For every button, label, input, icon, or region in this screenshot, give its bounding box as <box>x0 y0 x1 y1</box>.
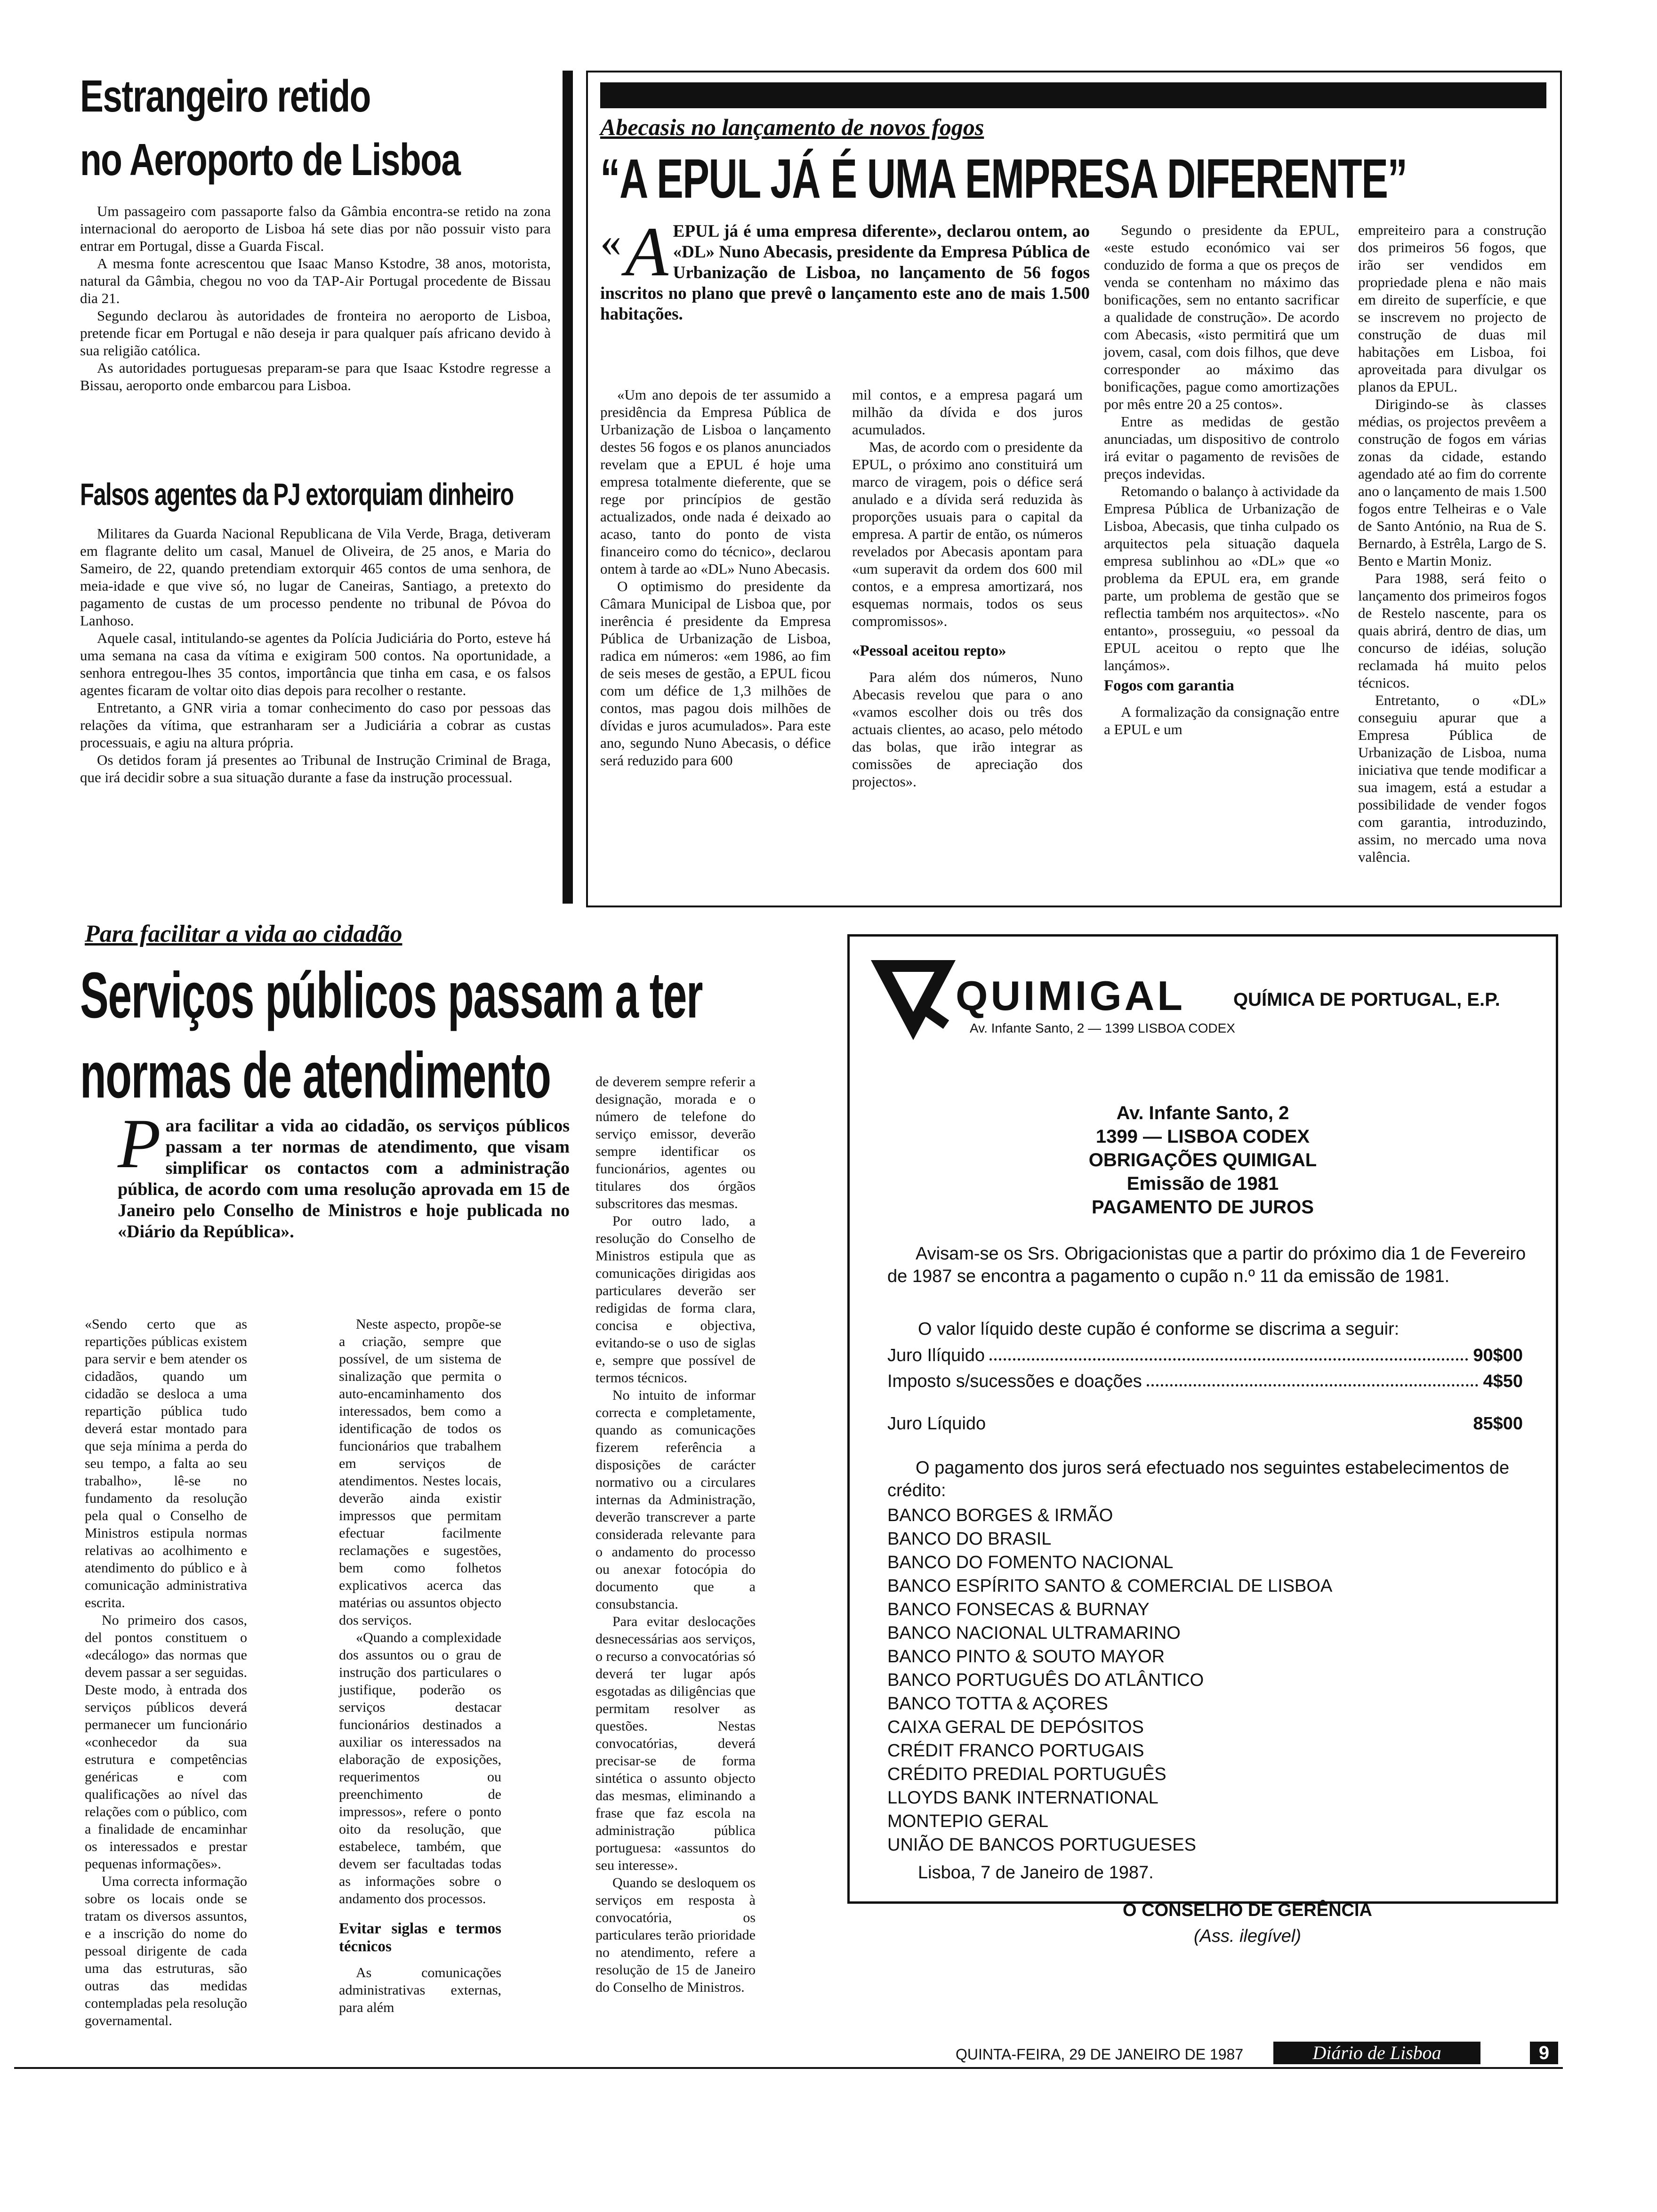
article3-subheading: «Pessoal aceitou repto» <box>852 642 1006 659</box>
article4-paragraph: Quando se desloquem os serviços em resposta à convocatória, os particulares terão prioridade no atendimento, refere a resolução de 15 de Janeiro do Conselho de Ministros. <box>595 1875 756 1995</box>
bank-item: MONTEPIO GERAL <box>887 1811 1049 1831</box>
footer-rule <box>14 2067 1563 2069</box>
article1-paragraph: As autoridades portuguesas preparam-se para que Isaac Kstodre regresse a Bissau, aeroporto onde embarcou para Lisboa. <box>80 360 551 393</box>
article3-subheading: Fogos com garantia <box>1104 677 1234 694</box>
footer-page-number: 9 <box>1538 2043 1550 2063</box>
bank-item: BANCO DO BRASIL <box>887 1529 1052 1549</box>
epul-top-bar <box>600 82 1546 108</box>
article4-paragraph: «Sendo certo que as repartições públicas existem para servir e bem atender os cidadãos, quando um cidadão se desloca a uma repartição pública tudo deverá estar montado para que seja mínima a perda do seu tempo, a falta ao seu trabalho», lê-se no fundamento da resolução pela qual o Conselho de Ministros estipula normas relativas ao acolhimento e atendimento do público e à comunicação administrativa escrita. <box>85 1316 247 1611</box>
ad-date-line: Lisboa, 7 de Janeiro de 1987. <box>918 1863 1154 1883</box>
article3-title: “A EPUL JÁ É UMA EMPRESA DIFERENTE” <box>600 148 1407 210</box>
ad-net-label: Juro Líquido <box>887 1414 986 1434</box>
article2-paragraph: Militares da Guarda Nacional Republicana de Vila Verde, Braga, detiveram em flagrante delito um casal, Manuel de Oliveira, de 25 anos, e Maria do Sameiro, de 22, quando pretendiam extorquir 465 contos de uma senhora, de meia-idade e que vive só, no lugar de Caneiras, Santiago, a pretexto do pagamento de custas de um processo pendente no tribunal de Póvoa do Lanhoso. <box>80 525 551 629</box>
article3-lead-text: EPUL já é uma empresa diferente», declarou ontem, ao «DL» Nuno Abecasis, presidente da Empresa Pública de Urbanização de Lisboa, no lançamento de 56 fogos inscritos no plano que prevê o lançamento este ano de mais 1.500 habitações. <box>600 222 1090 324</box>
ad-header-line: Av. Infante Santo, 2 <box>1116 1103 1289 1123</box>
bank-item: BANCO DO FOMENTO NACIONAL <box>887 1553 1174 1572</box>
bank-item: BANCO BORGES & IRMÃO <box>887 1506 1113 1525</box>
article3-paragraph: A formalização da consignação entre a EPUL e um <box>1104 704 1339 737</box>
article3-kicker: Abecasis no lançamento de novos fogos <box>600 114 984 140</box>
article3-lead <box>600 213 1090 325</box>
ad-row-leader <box>989 1344 1468 1361</box>
article4-paragraph: Por outro lado, a resolução do Conselho de Ministros estipula que as comunicações dirigidas aos particulares deverão ser redigidas de forma clara, concisa e objectiva, evitando-se o uso de siglas e, sempre que possível de termos técnicos. <box>595 1213 756 1386</box>
lead-drop-cap: A <box>625 213 668 291</box>
article1-body <box>80 202 551 394</box>
article4-lead <box>118 1105 570 1242</box>
bank-item: BANCO ESPÍRITO SANTO & COMERCIAL DE LISBOA <box>887 1576 1333 1596</box>
article4-col3 <box>595 1073 756 1996</box>
ad-signature: O CONSELHO DE GERÊNCIA <box>1123 1900 1372 1920</box>
article4-paragraph: Para evitar deslocações desnecessárias aos serviços, o recurso a convocatórias só deverá ter lugar após esgotadas as diligências que permitam resolver as questões. Nestas convocatórias, deverá precisar-se de forma sintética o assunto objecto das mesmas, eliminando a frase que faz escola na administração pública portuguesa: «assuntos do seu interesse». <box>595 1614 756 1873</box>
article4-paragraph: de deverem sempre referir a designação, morada e o número de telefone do serviço emissor, deverão sempre identificar os funcionários, agentes ou titulares dos órgãos subscritores das mesmas. <box>595 1074 756 1211</box>
article4-paragraph: No intuito de informar correcta e completamente, quando as comunicações fizerem referência a disposições de carácter normativo ou a circulares internas da Administração, deverão transcrever a parte considerada relevante para o andamento do processo ou anexar fotocópia do documento que a consubstancia. <box>595 1387 756 1612</box>
article3-paragraph: Retomando o balanço à actividade da Empresa Pública de Urbanização de Lisboa, Abecasis, que tinha culpado os arquitectos pela situação daquela empresa sublinhou ao «DL» que «o problema da EPUL era, em grande parte, um problema de gestão que se reflectia também nos arquitectos». «No entanto», prosseguiu, «o pessoal da EPUL aceitou o repto que lhe lançámos». <box>1104 483 1339 673</box>
ad-header-line: 1399 — LISBOA CODEX <box>1095 1126 1310 1147</box>
article3-paragraph: Entretanto, o «DL» conseguiu apurar que a Empresa Pública de Urbanização de Lisboa, numa iniciativa que tende modificar a sua imagem, está a estudar a possibilidade de vender fogos com garantia, introduzindo, assim, no mercado uma nova valência. <box>1358 692 1546 865</box>
article3-paragraph: «Um ano depois de ter assumido a presidência da Empresa Pública de Urbanização de Lisboa o lançamento destes 56 fogos e os planos anunciados revelam que a EPUL é hoje uma empresa totalmente dieferente, que se rege por princípios de gestão actualizados, onde nada é deixado ao acaso, tanto do ponto de vista financeiro como do técnico», declarou ontem à tarde ao «DL» Nuno Abecasis. <box>600 386 831 577</box>
article4-col2 <box>339 1315 501 2016</box>
article2-body <box>80 525 551 786</box>
ad-row <box>887 1344 1523 1367</box>
article3-paragraph: Para além dos números, Nuno Abecasis revelou que para o ano «vamos escolher dois ou três dos actuais clientes, ao acaso, pelo método das bolas, que irão integrar as comissões de apreciação dos projectos». <box>852 669 1083 790</box>
article1-paragraph: A mesma fonte acrescentou que Isaac Manso Kstodre, 38 anos, motorista, natural da Gâmbia, chegou no voo da TAP-Air Portugal procedente de Bissau dia 21. <box>80 255 551 306</box>
bank-item: BANCO FONSECAS & BURNAY <box>887 1600 1150 1619</box>
article3-col4 <box>1358 221 1546 866</box>
ad-row-value: 4$50 <box>1483 1371 1523 1391</box>
article1-paragraph: Segundo declarou às autoridades de fronteira no aeroporto de Lisboa, pretende ficar em Portugal e não deseja ir para qualquer país africano devido à sua religião católica. <box>80 307 551 359</box>
ad-bank-list <box>887 1504 1332 1857</box>
article4-subheading: Evitar siglas e termos técnicos <box>339 1920 501 1955</box>
ad-row-label: Juro Ilíquido <box>887 1346 985 1365</box>
ad-value-intro: O valor líquido deste cupão é conforme se discrima a seguir: <box>918 1319 1400 1339</box>
article3-col1 <box>600 386 831 769</box>
bank-item: BANCO TOTTA & AÇORES <box>887 1694 1108 1714</box>
quimigal-address-small: Av. Infante Santo, 2 — 1399 LISBOA CODEX <box>970 1021 1235 1035</box>
article4-kicker: Para facilitar a vida ao cidadão <box>85 921 402 947</box>
article3-paragraph: mil contos, e a empresa pagará um milhão da dívida e dos juros acumulados. <box>852 386 1083 438</box>
article4-lead-text: ara facilitar a vida ao cidadão, os serviços públicos passam a ter normas de atendimento, que visam simplificar os contactos com a administração pública, de acordo com uma resolução aprovada em 15 de Janeiro pelo Conselho de Ministros e hoje publicada no «Diário da República». <box>118 1116 570 1242</box>
article2-paragraph: Os detidos foram já presentes ao Tribunal de Instrução Criminal de Braga, que irá decidir sobre a sua situação durante a fase da instrução processual. <box>80 752 551 785</box>
ad-net-value: 85$00 <box>1473 1414 1523 1434</box>
article3-paragraph: empreiteiro para a construção dos primeiros 56 fogos, que irão ser vendidos em propriedade plena e não mais em direito de superfície, e que se inscrevem no projecto de construção de duas mil habitações em Lisboa, foi aproveitada para divulgar os planos da EPUL. <box>1358 222 1546 395</box>
ad-net-row <box>887 1412 1523 1435</box>
article1-title-line1: Estrangeiro retido <box>80 71 370 121</box>
article4-paragraph: «Quando a complexidade dos assuntos ou o grau de instrução dos particulares o justifique, poderão os serviços destacar funcionários destinados a auxiliar os interessados na elaboração de exposições, requerimentos ou preenchimento de impressos», refere o ponto oito da resolução, que estabelece, também, que devem ser facultadas todas as informações sobre o andamento dos processos. <box>339 1630 501 1907</box>
ad-header-line: PAGAMENTO DE JUROS <box>1092 1197 1314 1218</box>
article3-paragraph: Mas, de acordo com o presidente da EPUL, o próximo ano constituirá um marco de viragem, pois o défice será anulado e a dívida será reduzida às proporções usuais para o capital da empresa. A partir de então, os números revelados por Abecasis apontam para «um superavit da ordem dos 600 mil contos, e a empresa amortizará, nos esquemas normais, todos os seus compromissos». <box>852 439 1083 629</box>
ad-signature-note: (Ass. ilegível) <box>1193 1926 1302 1946</box>
bank-item: CRÉDITO PREDIAL PORTUGUÊS <box>887 1764 1166 1784</box>
article1-title-line2: no Aeroporto de Lisboa <box>80 135 460 185</box>
lead-quote-mark: « <box>600 219 621 265</box>
column-separator <box>563 71 573 904</box>
article4-paragraph: As comunicações administrativas externas, para além <box>339 1965 501 2015</box>
article4-col1 <box>85 1315 247 2029</box>
ad-header-line: Emissão de 1981 <box>1126 1173 1279 1194</box>
bank-item: BANCO PINTO & SOUTO MAYOR <box>887 1647 1165 1667</box>
article4-paragraph: No primeiro dos casos, del pontos constituem o «decálogo» das normas que devem passar a ser seguidas. Deste modo, à entrada dos serviços públicos deverá permanecer um funcionário «conhecedor da sua estrutura e competências genéricas e com qualificações ao nível das relações com o público, com a finalidade de encaminhar os interessados e prestar pequenas informações». <box>85 1612 247 1872</box>
quimigal-logo-icon <box>871 960 956 1040</box>
ad-notice: Avisam-se os Srs. Obrigacionistas que a partir do próximo dia 1 de Fevereiro de 1987 se encontra a pagamento o cupão n.º 11 da emissão de 1981. <box>887 1244 1526 1286</box>
article3-paragraph: Dirigindo-se às classes médias, os projectos prevêem a construção de fogos em várias zonas da cidade, estando agendado até ao fim do corrente ano o lançamento de mais 1.500 fogos entre Telheiras e o Vale de Santo António, na Rua de S. Bernardo, à Estrêla, Largo de S. Bento e Martin Moniz. <box>1358 396 1546 569</box>
ad-row <box>887 1370 1523 1393</box>
ad-header-line: OBRIGAÇÕES QUIMIGAL <box>1088 1150 1317 1170</box>
article3-paragraph: Segundo o presidente da EPUL, «este estudo económico vai ser conduzido de forma a que os preços de venda se contenham no máximo das bonificações, sem no entanto sacrificar a qualidade de construção». De acordo com Abecasis, «isto permitirá que um jovem, casal, com dois filhos, que deve corresponder ao máximo das bonificações, pague como amortizações por mês entre 20 a 25 contos». <box>1104 222 1339 412</box>
ad-header-block <box>847 1101 1558 1219</box>
article3-paragraph: Para 1988, será feito o lançamento dos primeiros fogos de Restelo nascente, para os quais abrirá, dentro de dias, um concurso de idéias, solução reclamada há muito pelos técnicos. <box>1358 570 1546 691</box>
bank-item: BANCO PORTUGUÊS DO ATLÂNTICO <box>887 1670 1204 1690</box>
article3-col2 <box>852 386 1083 790</box>
bank-item: LLOYDS BANK INTERNATIONAL <box>887 1788 1158 1808</box>
article2-paragraph: Entretanto, a GNR viria a tomar conhecimento do caso por pessoas das relações da vítima, que estranharam ser a Judiciária a cobrar as custas processuais, e agiu na altura própria. <box>80 699 551 751</box>
ad-row-leader <box>1147 1370 1479 1387</box>
article3-paragraph: Entre as medidas de gestão anunciadas, um dispositivo de controlo irá evitar o pagamento de revisões de preços indevidas. <box>1104 413 1339 482</box>
quimigal-brand-sub: QUÍMICA DE PORTUGAL, E.P. <box>1233 989 1500 1010</box>
article1-paragraph: Um passageiro com passaporte falso da Gâmbia encontra-se retido na zona internacional do aeroporto de Lisboa há sete dias por não possuir visto para entrar em Portugal, disse a Guarda Fiscal. <box>80 203 551 254</box>
article4-paragraph: Neste aspecto, propõe-se a criação, sempre que possível, de um sistema de sinalização que permita o auto-encaminhamento dos interessados, bem como a identificação de todos os funcionários que trabalhem em serviços de atendimentos. Nestes locais, deverão ainda existir impressos que permitam efectuar facilmente reclamações e sugestões, bem como folhetos explicativos acerca das matérias ou assuntos objecto dos serviços. <box>339 1316 501 1628</box>
article4-title-line1: Serviços públicos passam a ter <box>80 959 703 1032</box>
article4-title-line2: normas de atendimento <box>80 1039 551 1112</box>
article2-paragraph: Aquele casal, intitulando-se agentes da Polícia Judiciária do Porto, esteve há uma semana na casa da vítima e exigiram 500 contos. Na oportunidade, a senhora entregou-lhes 35 contos, importância que tinha em casa, e os falsos agentes ficaram de voltar oito dias depois para recolher o restante. <box>80 630 551 698</box>
bank-item: BANCO NACIONAL ULTRAMARINO <box>887 1623 1181 1643</box>
ad-row-leader <box>986 1412 1473 1435</box>
lead-drop-cap: P <box>118 1105 161 1183</box>
bank-item: CAIXA GERAL DE DEPÓSITOS <box>887 1717 1144 1737</box>
ad-row-value: 90$00 <box>1473 1346 1523 1365</box>
article3-paragraph: O optimismo do presidente da Câmara Municipal de Lisboa que, por inerência é presidente da Empresa Pública de Urbanização de Lisboa, radica em números: «em 1986, ao fim de seis meses de gestão, a EPUL ficou com um défice de 1,3 milhões de contos, mas pagou dois milhões de dívidas e juros acumulados». Para este ano, segundo Nuno Abecasis, o défice será reduzido para 600 <box>600 578 831 769</box>
ad-payment-intro: O pagamento dos juros será efectuado nos seguintes estabelecimentos de crédito: <box>887 1458 1510 1500</box>
footer-masthead: Diário de Lisboa <box>1312 2042 1441 2063</box>
footer-date: QUINTA-FEIRA, 29 DE JANEIRO DE 1987 <box>956 2046 1244 2063</box>
quimigal-brand: QUIMIGAL <box>956 972 1185 1019</box>
article2-title: Falsos agentes da PJ extorquiam dinheiro <box>80 477 514 512</box>
ad-row-label: Imposto s/sucessões e doações <box>887 1371 1142 1391</box>
bank-item: UNIÃO DE BANCOS PORTUGUESES <box>887 1835 1196 1855</box>
bank-item: CRÉDIT FRANCO PORTUGAIS <box>887 1741 1144 1761</box>
article3-col3 <box>1104 221 1339 738</box>
article4-paragraph: Uma correcta informação sobre os locais onde se tratam os diversos assuntos, e a inscrição do nome do pessoal dirigente de cada uma das estruturas, são outras das medidas contempladas pela resolução governamental. <box>85 1874 247 2028</box>
